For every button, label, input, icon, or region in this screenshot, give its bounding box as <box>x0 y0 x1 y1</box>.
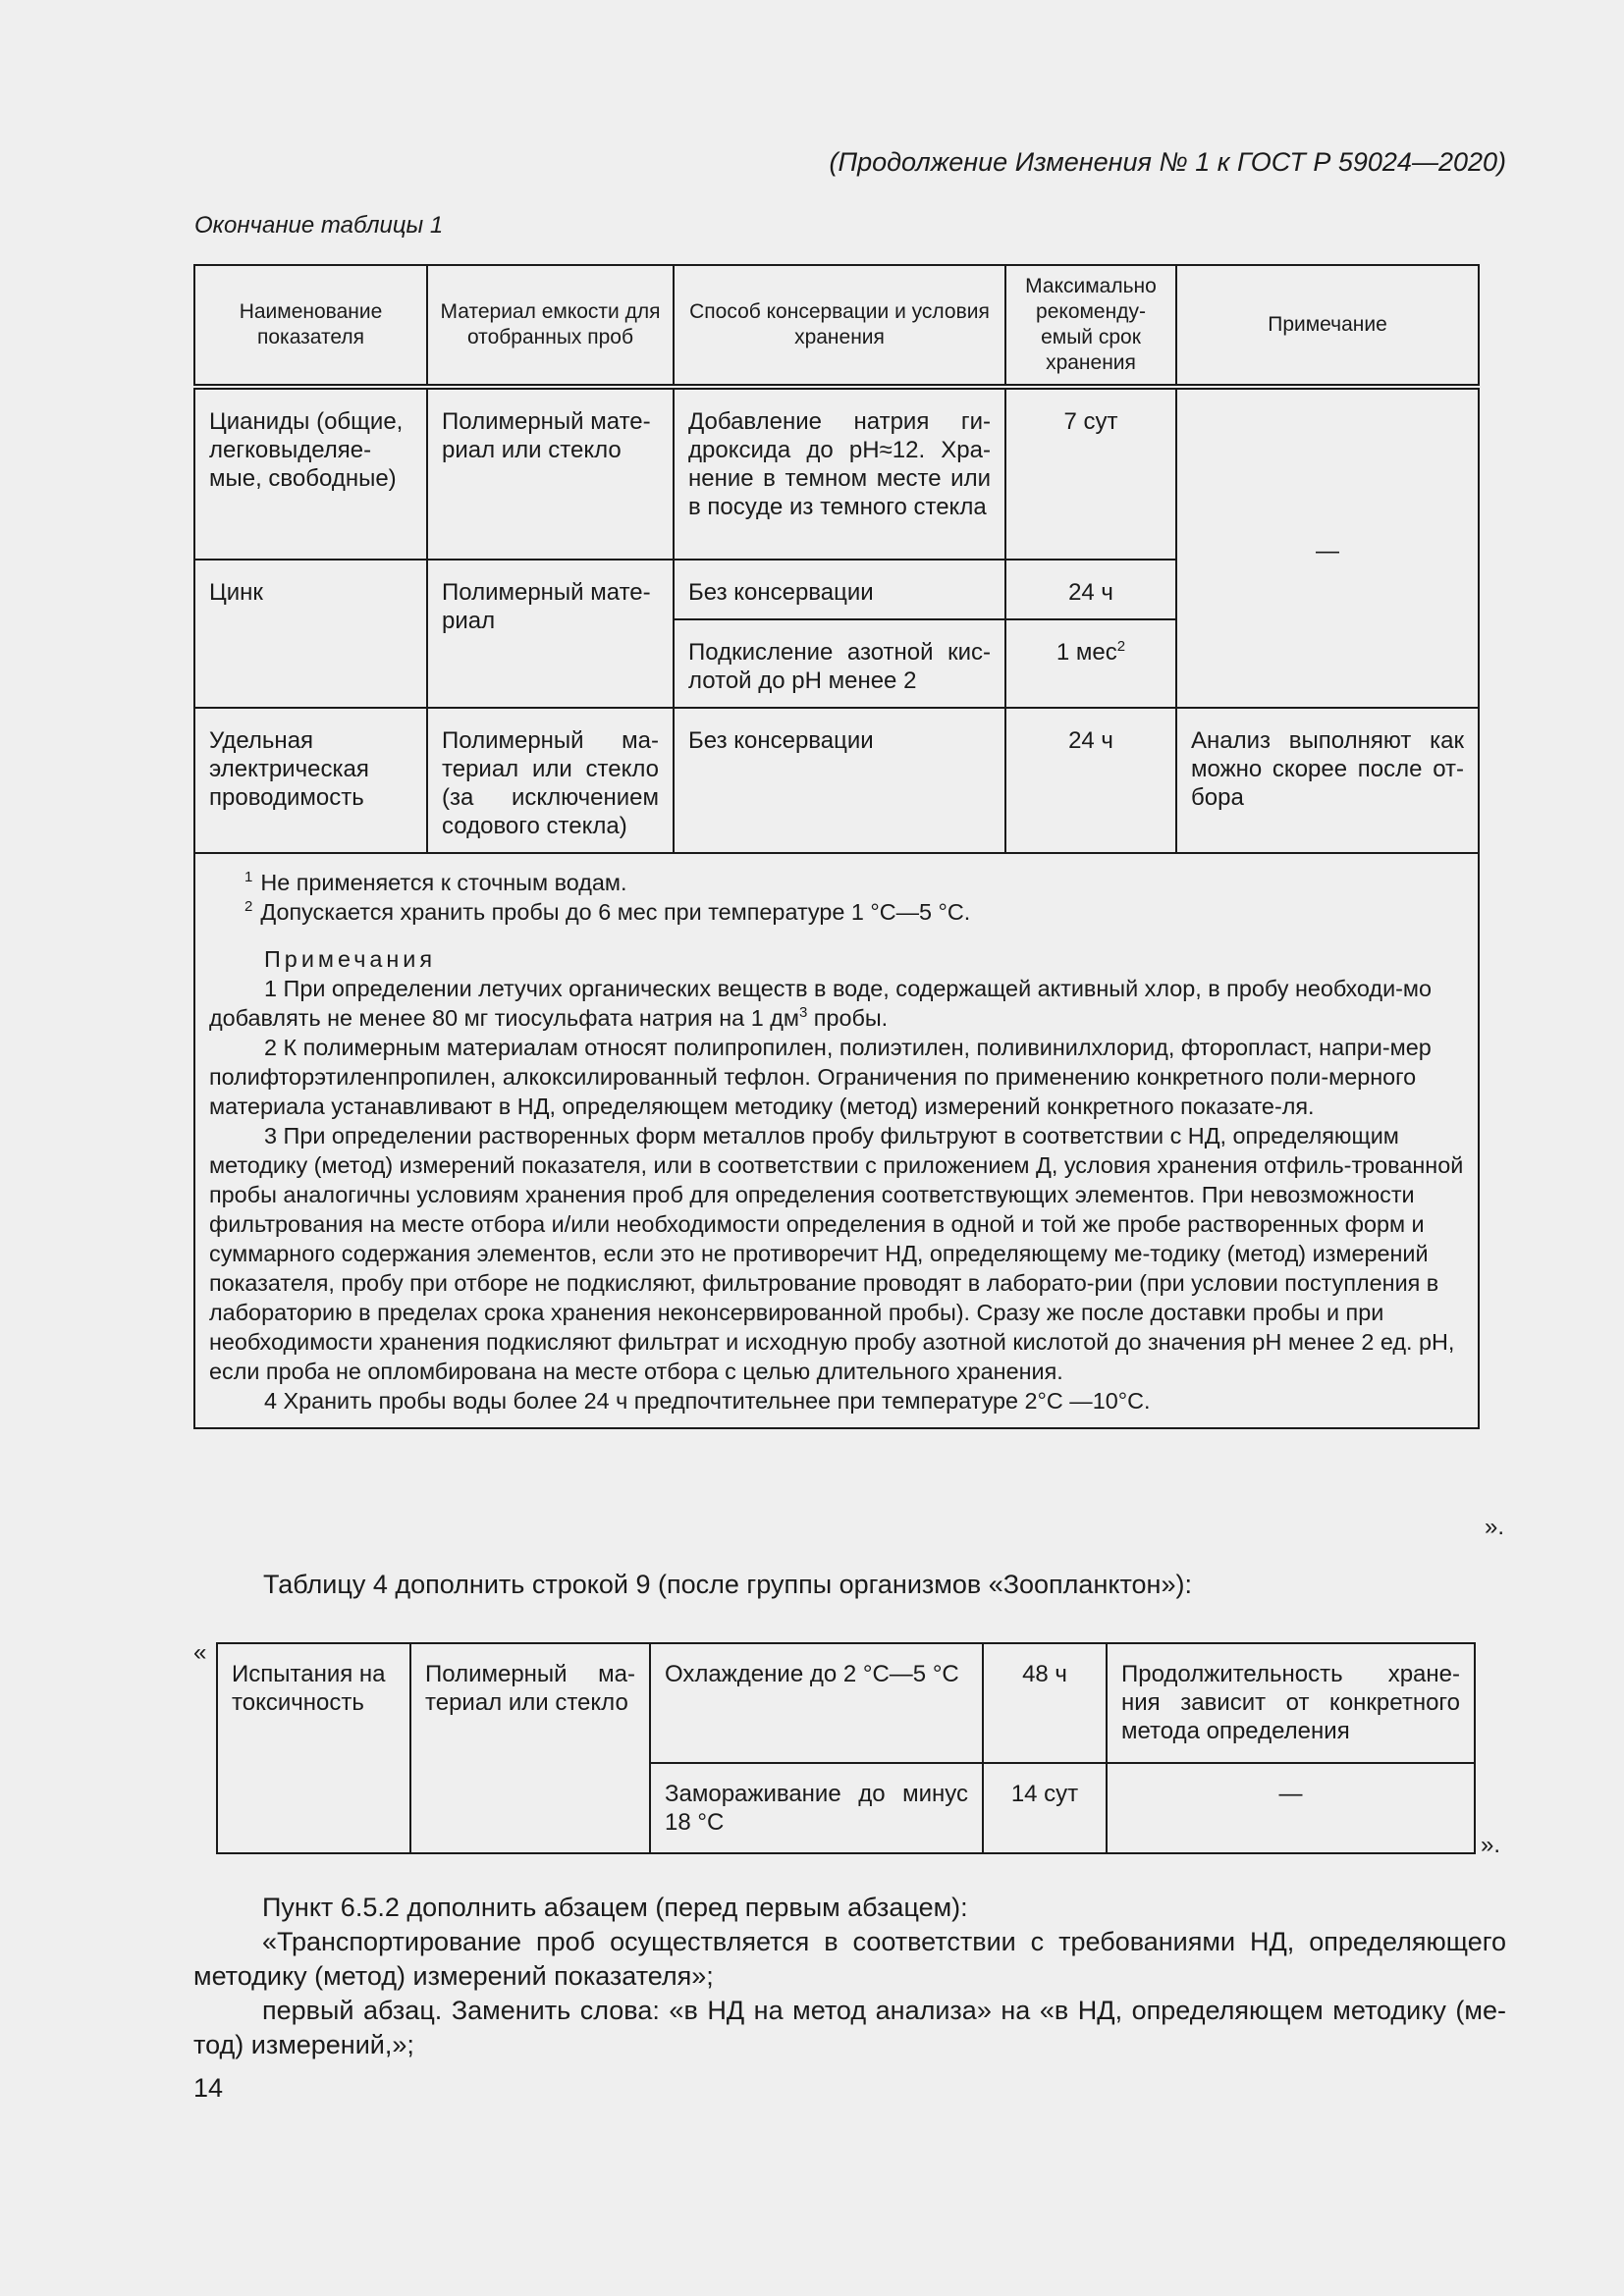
table-notes-row <box>194 853 1479 1428</box>
running-head: (Продолжение Изменения № 1 к ГОСТ Р 59024—2020) <box>829 147 1506 177</box>
footnote-text: Допускается хранить пробы до 6 мес при температуре 1 °С—5 °С. <box>260 899 971 925</box>
footnote-mark: 1 <box>244 869 253 886</box>
footnote-1 <box>209 868 1464 897</box>
footnote-mark: 2 <box>244 898 253 916</box>
table-1 <box>193 264 1480 1429</box>
instruction-table-4: Таблицу 4 дополнить строкой 9 (после группы организмов «Зоопланктон»): <box>263 1570 1192 1599</box>
opening-quote-table-2: « <box>193 1639 207 1666</box>
cell-name: Удельная электрическая проводимость <box>194 708 427 853</box>
table-caption: Окончание таблицы 1 <box>194 212 444 239</box>
cell-term <box>1005 619 1176 708</box>
note-1-text: 1 При определении летучих органических веществ в воде, содержащей активный хлор, в пробу необходи-мо добавлять не менее 80 мг тиосульфата натрия на 1 дм <box>209 976 1433 1031</box>
cell-material: Полимерный ма-териал или стекло <box>410 1643 650 1853</box>
header-container-material: Материал емкости для отобранных проб <box>427 265 674 387</box>
note-1 <box>209 974 1464 1033</box>
footnote-2 <box>209 897 1464 927</box>
cell-term: 7 сут <box>1005 387 1176 560</box>
term-value: 1 мес <box>1056 639 1117 666</box>
closing-quote-table-2: ». <box>1481 1832 1501 1858</box>
cell-name: Испытания на токсичность <box>217 1643 410 1853</box>
closing-quote-table-1: ». <box>1485 1514 1505 1540</box>
cell-method: Без консервации <box>674 708 1005 853</box>
paragraph-1: Пункт 6.5.2 дополнить абзацем (перед первым абзацем): <box>262 1893 968 1922</box>
note-1-end: пробы. <box>807 1005 889 1031</box>
cell-note: — <box>1107 1763 1475 1853</box>
table-1-header-row <box>194 265 1479 387</box>
footnote-ref: 2 <box>1116 638 1126 655</box>
cell-name: Цинк <box>194 560 427 708</box>
cell-material: Полимерный мате-риал <box>427 560 674 708</box>
cell-term: 24 ч <box>1005 708 1176 853</box>
table-row-toxicity <box>217 1643 1475 1763</box>
header-note: Примечание <box>1176 265 1479 387</box>
header-indicator-name: Наименование показателя <box>194 265 427 387</box>
cell-method: Охлаждение до 2 °С—5 °С <box>650 1643 983 1763</box>
cell-term: 14 сут <box>983 1763 1107 1853</box>
paragraph-3: первый абзац. Заменить слова: «в НД на метод анализа» на «в НД, определяющем методику (ме-тод) измерений,»; <box>193 1996 1506 2059</box>
cell-material: Полимерный мате-риал или стекло <box>427 387 674 560</box>
cell-group-note: — <box>1176 387 1479 708</box>
cell-method: Добавление натрия ги-дроксида до pH≈12. Хра-нение в темном месте или в посуде из темного стекла <box>674 387 1005 560</box>
cell-term: 24 ч <box>1005 560 1176 619</box>
table-row-cyanides <box>194 387 1479 560</box>
cell-method: Замораживание до минус 18 °С <box>650 1763 983 1853</box>
note-2: 2 К полимерным материалам относят полипропилен, полиэтилен, поливинилхлорид, фторопласт, напри-мер полифторэтиленпропилен, алкоксилированный тефлон. Ограничения по применению конкретного поли-мерного материала устанавливают в НД, определяющем методику (метод) измерений конкретного показате-ля. <box>209 1035 1432 1119</box>
table-row-conductivity <box>194 708 1479 853</box>
note-4: 4 Хранить пробы воды более 24 ч предпочтительнее при температуре 2°С —10°С. <box>264 1388 1151 1414</box>
cell-method: Подкисление азотной кис-лотой до pH менее 2 <box>674 619 1005 708</box>
notes-cell <box>194 853 1479 1428</box>
note-1-sup: 3 <box>798 1004 808 1022</box>
cell-term: 48 ч <box>983 1643 1107 1763</box>
footnote-text: Не применяется к сточным водам. <box>260 870 627 895</box>
note-3: 3 При определении растворенных форм металлов пробу фильтруют в соответствии с НД, определяющим методику (метод) измерений показателя, или в соответствии с приложением Д, условия хранения отфиль-трованной пробы аналогичны условиям хранения проб для определения соответствующих элементов. При невозможности фильтрования на месте отбора и/или необходимости определения в одной и той же пробе растворенных форм и суммарного содержания элементов, если это не противоречит НД, определяющему ме-тодику (метод) измерений показателя, пробу при отборе не подкисляют, фильтрование проводят в лаборато-рии (при условии поступления в лабораторию в пределах срока хранения неконсервированной пробы). Сразу же после доставки пробы и при необходимости хранения подкисляют фильтрат и исходную пробу азотной кислотой до значения pH менее 2 ед. pH, если проба не опломбирована на месте отбора с целью длительного хранения. <box>209 1123 1464 1384</box>
body-text <box>193 1891 1506 2062</box>
cell-name: Цианиды (общие, легковыделяе-мые, свободные) <box>194 387 427 560</box>
table-4-addition <box>216 1642 1476 1854</box>
cell-method: Без консервации <box>674 560 1005 619</box>
paragraph-2: «Транспортирование проб осуществляется в соответствии с требованиями НД, определяющего методику (метод) измерений показателя»; <box>193 1927 1506 1991</box>
notes-heading: Примечания <box>264 946 437 972</box>
header-max-storage-term: Максимально рекоменду-емый срок хранения <box>1005 265 1176 387</box>
header-preservation-method: Способ консервации и условия хранения <box>674 265 1005 387</box>
cell-note: Продолжительность хране-ния зависит от конкретного метода определения <box>1107 1643 1475 1763</box>
cell-material: Полимерный ма-териал или стекло (за исключением содового стекла) <box>427 708 674 853</box>
page-number: 14 <box>193 2073 224 2103</box>
cell-note: Анализ выполняют как можно скорее после от-бора <box>1176 708 1479 853</box>
